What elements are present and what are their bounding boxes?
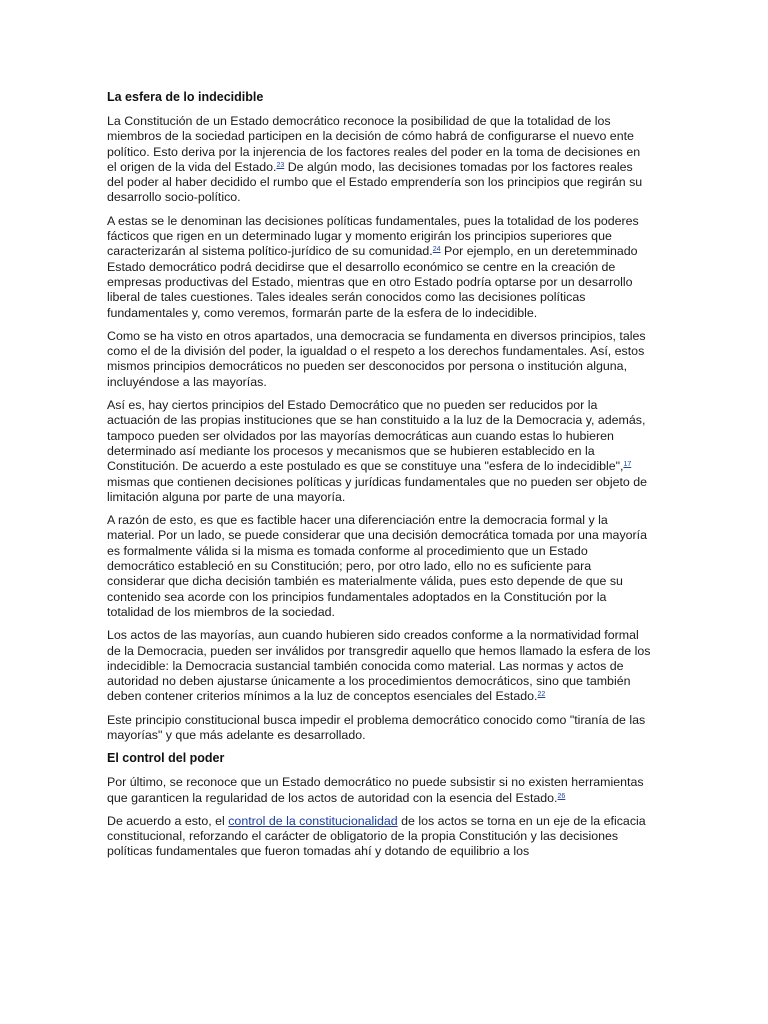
footnote-ref-link[interactable]: 26 <box>557 792 566 800</box>
article-body <box>107 90 652 868</box>
section-heading-indecidible: La esfera de lo indecidible <box>107 90 264 104</box>
paragraph: Como se ha visto en otros apartados, una democracia se fundamenta en diversos principios, tales como el de la división del poder, la igualdad o el respeto a los derechos fundamentales. Así, estos mismos principios democráticos no pueden ser desconocidos por persona o institución alguna, incluyéndose a las mayorías. <box>107 328 646 389</box>
paragraph <box>107 775 652 806</box>
paragraph-text: Por ejemplo, en un deretemminado Estado democrático podrá decidirse que el desarrollo económico se centre en la creación de empresas productivas del Estado, mientras que en otro Estado podría optarse por un desarrollo liberal de tales cuestiones. Tales ideales serán conocidos como las decisiones políticas fundamentales y, como veremos, formarán parte de la esfera de lo indecidible. <box>107 244 638 320</box>
footnote-ref-link[interactable]: 23 <box>276 161 285 169</box>
paragraph <box>107 398 652 505</box>
paragraph <box>107 814 652 860</box>
paragraph-text: De acuerdo a esto, el <box>107 813 229 828</box>
footnote-ref-link[interactable]: 22 <box>537 691 546 699</box>
paragraph <box>107 214 652 321</box>
paragraph-text: de los actos se torna en un eje de la eficacia constitucional, reforzando el carácter de obligatorio de la propia Constitución y las decisiones políticas fundamentales que fueron tomadas ahí y dotando de equilibrio a los <box>107 813 646 859</box>
paragraph-text: A estas se le denominan las decisiones políticas fundamentales, pues la totalidad de los poderes fácticos que rigen en un determinado lugar y momento erigirán los principios superiores que caracterizarán al sistema político-jurídico de su comunidad. <box>107 213 639 259</box>
footnote-ref-link[interactable]: 24 <box>432 246 441 254</box>
section-heading-control-poder: El control del poder <box>107 751 225 766</box>
paragraph-text: Por último, se reconoce que un Estado democrático no puede subsistir si no existen herramientas que garanticen la regularidad de los actos de autoridad con la esencia del Estado. <box>107 775 644 805</box>
footnote-ref-link[interactable]: 17 <box>623 461 632 469</box>
paragraph-text: De algún modo, las decisiones tomadas por los factores reales del poder al haber decidido el rumbo que el Estado emprendería son los principios que regirán su desarrollo socio-político. <box>107 159 643 205</box>
constitutionality-control-link[interactable]: control de la constitucionalidad <box>228 813 398 828</box>
paragraph <box>107 114 652 206</box>
paragraph-text: mismas que contienen decisiones políticas y jurídicas fundamentales que no pueden ser objeto de limitación alguna por parte de una mayoría. <box>107 474 648 504</box>
paragraph <box>107 628 652 704</box>
paragraph-text: Los actos de las mayorías, aun cuando hubieren sido creados conforme a la normatividad formal de la Democracia, pueden ser inválidos por transgredir aquello que hemos llamado la esfera de los indecidible: la Democracia sustancial también conocida como material. Las normas y actos de autoridad no deben ajustarse únicamente a los procedimientos democráticos, sino que también deben contener criterios mínimos a la luz de conceptos esenciales del Estado. <box>107 628 651 704</box>
paragraph: A razón de esto, es que es factible hacer una diferenciación entre la democracia formal y la material. Por un lado, se puede considerar que una decisión democrática tomada por una mayoría es formalmente válida si la misma es tomada conforme al procedimiento que un Estado democrático estableció en su Constitución; pero, por otro lado, ello no es suficiente para considerar que dicha decisión también es materialmente válida, pues esto depende de que su contenido sea acorde con los principios fundamentales adoptados en la Constitución por la totalidad de los miembros de la sociedad. <box>107 513 647 619</box>
paragraph: Este principio constitucional busca impedir el problema democrático conocido como "tiranía de las mayorías" y que más adelante es desarrollado. <box>107 712 646 742</box>
paragraph-text: Así es, hay ciertos principios del Estado Democrático que no pueden ser reducidos por la actuación de las propias instituciones que se han constituido a la luz de la Democracia y, además, tampoco pueden ser olvidados por las mayorías democráticas aun cuando estas lo hubieren determinado así mediante los procesos y mecanismos que se hubieren establecido en la Constitución. De acuerdo a este postulado es que se constituye una "esfera de lo indecidible", <box>107 398 646 474</box>
paragraph-text: La Constitución de un Estado democrático reconoce la posibilidad de que la totalidad de los miembros de la sociedad participen en la decisión de cómo habrá de configurarse el nuevo ente político. Esto deriva por la injerencia de los factores reales del poder en la toma de decisiones en el origen de la vida del Estado. <box>107 114 641 174</box>
